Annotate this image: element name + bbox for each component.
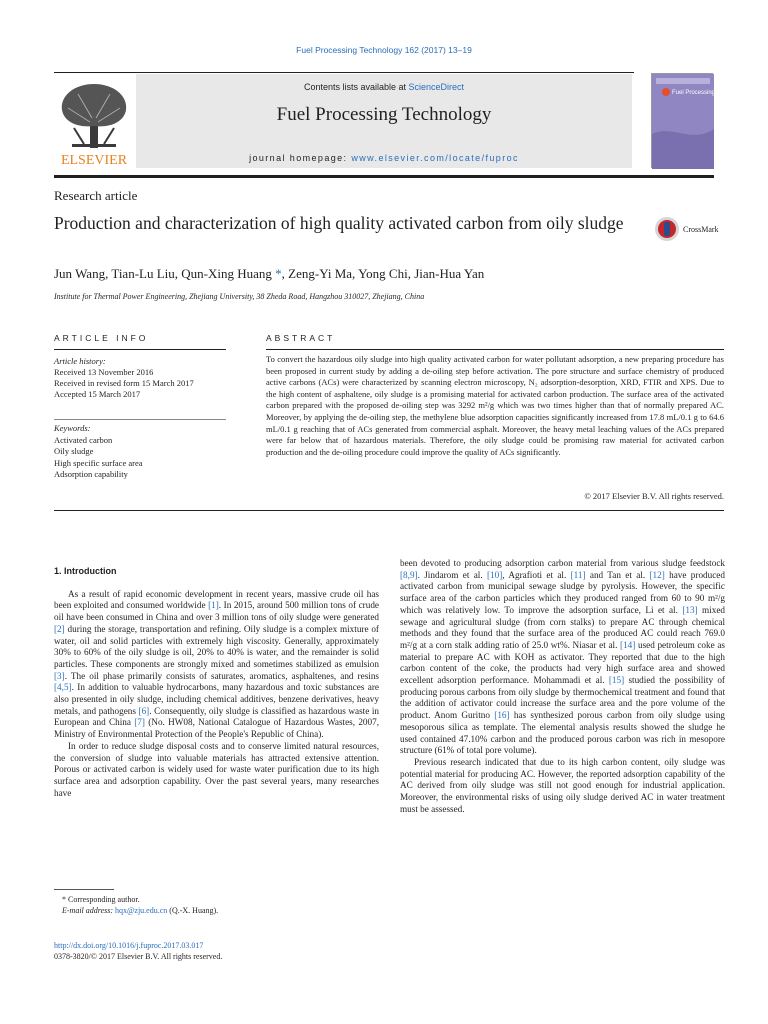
citation-link[interactable]: [10] bbox=[486, 569, 503, 580]
author-affiliation: Institute for Thermal Power Engineering, Zhejiang University, 38 Zheda Road, Hangzhou 310027, Zhejiang, China bbox=[54, 292, 425, 301]
history-label: Article history: bbox=[54, 356, 106, 366]
elsevier-tree-icon bbox=[54, 78, 134, 168]
citation-link[interactable]: [7] bbox=[134, 717, 145, 728]
citation-link[interactable]: [16] bbox=[494, 710, 510, 721]
svg-text:Fuel Processing Technology: Fuel Processing Technology bbox=[672, 90, 747, 96]
paragraph: In order to reduce sludge disposal costs and to conserve limited natural resources, the conversion of sludge into valuable materials has attracted extensive attention. Porous or activated carbon is widely used for waste water purification due to its high surface area and adsorption capability. Over the past several years, many researches have bbox=[54, 740, 379, 798]
text-run: during the storage, transportation and refining. Oily sludge is a complex mixture of water, oil and solid particles with extremely high viscosity. Generally, approximately 30% to 60% of the oily sludge is oil, 20% to 40% is water, and the remainder is solid particles. These components are strongly mixed and sometimes stabilized as emulsion bbox=[54, 623, 379, 669]
text-run: . Jindarom et al. bbox=[417, 569, 487, 580]
svg-text:CrossMark: CrossMark bbox=[683, 225, 719, 234]
body-column-right bbox=[400, 558, 725, 815]
keyword-item: High specific surface area bbox=[54, 457, 143, 468]
contents-prefix: Contents lists available at bbox=[303, 82, 409, 92]
accepted-date: Accepted 15 March 2017 bbox=[54, 389, 141, 399]
paragraph: Previous research indicated that due to its high carbon content, oily sludge was potential material for producing AC. However, the reported adsorption capability of the AC derived from oily sludge was still not good enough for industrial application. Moreover, the environmental risks of using oily sludge derived AC in water treatment must be assessed. bbox=[400, 756, 725, 814]
homepage-prefix: journal homepage: bbox=[249, 153, 352, 163]
journal-cover-thumbnail[interactable] bbox=[651, 73, 747, 168]
footnote-rule bbox=[54, 889, 114, 890]
masthead-bottom-rule bbox=[54, 175, 714, 178]
journal-homepage bbox=[136, 153, 632, 163]
citation-link[interactable]: [4,5] bbox=[54, 682, 72, 693]
corresponding-author-note: * Corresponding author. bbox=[62, 895, 140, 904]
text-run: and Tan et al. bbox=[585, 569, 650, 580]
citation-link[interactable]: [11] bbox=[570, 569, 586, 580]
citation-link[interactable]: [1] bbox=[208, 600, 219, 611]
keywords-rule bbox=[54, 419, 226, 420]
text-run: studied the possibility of producing porous carbons from oily sludge by thermochemical treatment and found that the addition of activator could increase the surface area and the pore volume of the product. Anom Guritno bbox=[400, 675, 725, 721]
citation-link[interactable]: [15] bbox=[608, 675, 625, 686]
citation-link[interactable]: [14] bbox=[620, 639, 636, 650]
text-run: . The oil phase primarily consists of saturates, aromatics, asphaltenes, and resins bbox=[64, 670, 379, 681]
homepage-link[interactable]: www.elsevier.com/locate/fuproc bbox=[351, 153, 519, 163]
text-run: used petroleum coke as material to prepare AC with KOH as activator. They reported that due to the high carbon content of the coke, the products had very high surface area and showed excellent adsorption performance. Mohammadi et al. bbox=[400, 639, 725, 686]
email-link[interactable]: hqx@zju.edu.cn bbox=[115, 906, 168, 915]
text-run: been devoted to producing adsorption carbon material from various sludge feedstock bbox=[400, 558, 725, 568]
contents-availability bbox=[136, 82, 632, 92]
revised-date: Received in revised form 15 March 2017 bbox=[54, 378, 194, 388]
section-heading-introduction: 1. Introduction bbox=[54, 566, 117, 576]
text-run: mixed sewage and agricultural sludge (from corn stalks) to prepare AC through chemical methods and they found that the surface area of the produced AC could reach 769.0 m²/g at a corn stalk adding ratio of 25.0 wt%. Niasar et al. bbox=[400, 604, 725, 650]
author-list bbox=[54, 266, 694, 282]
journal-title: Fuel Processing Technology bbox=[276, 104, 492, 125]
abstract-copyright: © 2017 Elsevier B.V. All rights reserved. bbox=[584, 491, 724, 501]
doi-link[interactable]: http://dx.doi.org/10.1016/j.fuproc.2017.03.017 bbox=[54, 941, 204, 950]
text-run: have produced activated carbon from municipal sewage sludge by pyrolysis. However, the specific surface area of the carbon particles which they produced ranged from 60 to 90 m²/g which was relatively low. To improve the adsorption surface, Li et al. bbox=[400, 569, 725, 615]
citation-link[interactable]: [8,9] bbox=[400, 569, 418, 580]
abstract-text: To convert the hazardous oily sludge into high quality activated carbon for water pollutant adsorption, a new preparing procedure has been proposed in current study by adding a de-oiling step before activation. The pore structure and surface chemistry of produced active carbons (ACs) were characterized by scanning electron microscopy, N₂ adsorption-desorption, XRD, FTIR and XPS. Due to the high content of asphaltene, oily sludge is a promising material for activated carbon production. The surface area of the activated carbon prepared with the proposed de-oiling step was 3292 m²/g which was two times higher than that of normally prepared AC. Moreover, by applying the de-oiling step, the methylene blue adsorption capacities significantly increased from 17.8 mL/0.1 g to 64.6 mL/0.1 g reaching that of ACs generated from commercial asphalt. Moreover, the heavy metal leaching values of the ACs prepared were far below that of hazardous materials. Therefore, the oily sludge could be promising raw material for activated carbon production and the de-oiling procedure could improve the quality of ACs significantly. bbox=[266, 354, 724, 457]
citation-link[interactable]: [13] bbox=[682, 604, 698, 615]
article-history bbox=[54, 356, 234, 400]
crossmark-icon bbox=[654, 214, 729, 244]
article-info-heading: ARTICLE INFO bbox=[54, 333, 149, 343]
email-note bbox=[62, 905, 382, 916]
text-run: has synthesized porous carbon from oily sludge using mesoporous silica as template. The elemental analysis results showed the sludge he used contained 47.10% carbon and the produced porous carbon was rich in mesopore structure (61% of total pore volume). bbox=[400, 710, 726, 756]
sciencedirect-link[interactable]: ScienceDirect bbox=[408, 82, 465, 92]
footnotes bbox=[62, 894, 382, 916]
citation-link[interactable]: [2] bbox=[54, 623, 65, 634]
abstract-rule bbox=[266, 349, 724, 350]
email-label: E-mail address: bbox=[62, 906, 116, 915]
article-info-rule bbox=[54, 349, 226, 350]
text-run: As a result of rapid economic development in recent years, massive crude oil has been exploited and consumed worldwide bbox=[54, 588, 379, 611]
text-run: (No. HW08, National Catalogue of Hazardous Wastes, 2007, Ministry of Environmental Protection of the People's Republic of China). bbox=[54, 717, 379, 740]
article-type: Research article bbox=[54, 188, 138, 203]
keyword-list bbox=[54, 423, 234, 481]
paragraph bbox=[54, 589, 379, 741]
received-date: Received 13 November 2016 bbox=[54, 367, 154, 377]
citation-link[interactable]: [6] bbox=[138, 705, 150, 716]
text-run: . Consequently, oily sludge is classified as hazardous waste in European and China bbox=[54, 705, 379, 728]
cover-image-icon bbox=[652, 74, 747, 169]
keyword-item: Adsorption capability bbox=[54, 469, 128, 479]
paragraph bbox=[400, 558, 725, 757]
crossmark-badge[interactable] bbox=[654, 214, 729, 244]
citation-link[interactable]: [12] bbox=[649, 569, 665, 580]
front-matter-rule bbox=[54, 510, 724, 511]
keyword-item: Activated carbon bbox=[54, 434, 113, 445]
text-run: . In addition to valuable hydrocarbons, many hazardous and toxic substances are also presented in oily sludge, including chemical additives, benzene derivatives, heavy metals, and pathogens bbox=[54, 682, 379, 716]
abstract-heading: ABSTRACT bbox=[266, 333, 336, 343]
corresponding-author-mark[interactable]: * bbox=[275, 266, 282, 281]
body-column-left bbox=[54, 566, 379, 799]
keyword-item: Oily sludge bbox=[54, 446, 94, 456]
text-run: , Agrafioti et al. bbox=[502, 569, 571, 580]
citation-link[interactable]: [3] bbox=[54, 670, 65, 681]
issn-copyright: 0378-3820/© 2017 Elsevier B.V. All rights reserved. bbox=[54, 952, 223, 961]
authors-part-2: , Zeng-Yi Ma, Yong Chi, Jian-Hua Yan bbox=[281, 266, 485, 281]
masthead-top-rule bbox=[54, 72, 634, 73]
authors-part-1: Jun Wang, Tian-Lu Liu, Qun-Xing Huang bbox=[54, 266, 276, 281]
email-suffix: (Q.-X. Huang). bbox=[167, 906, 219, 915]
elsevier-logo bbox=[54, 78, 134, 168]
keywords-label: Keywords: bbox=[54, 423, 91, 433]
svg-text:ELSEVIER: ELSEVIER bbox=[60, 153, 128, 168]
text-run: . In 2015, around 500 million tons of crude oil have been consumed in China and over 3 million tons of oily sludge were generated bbox=[54, 600, 379, 623]
doi-block bbox=[54, 940, 374, 962]
journal-reference-link[interactable]: Fuel Processing Technology 162 (2017) 13–19 bbox=[296, 45, 472, 55]
paper-title: Production and characterization of high quality activated carbon from oily sludge bbox=[54, 213, 624, 233]
